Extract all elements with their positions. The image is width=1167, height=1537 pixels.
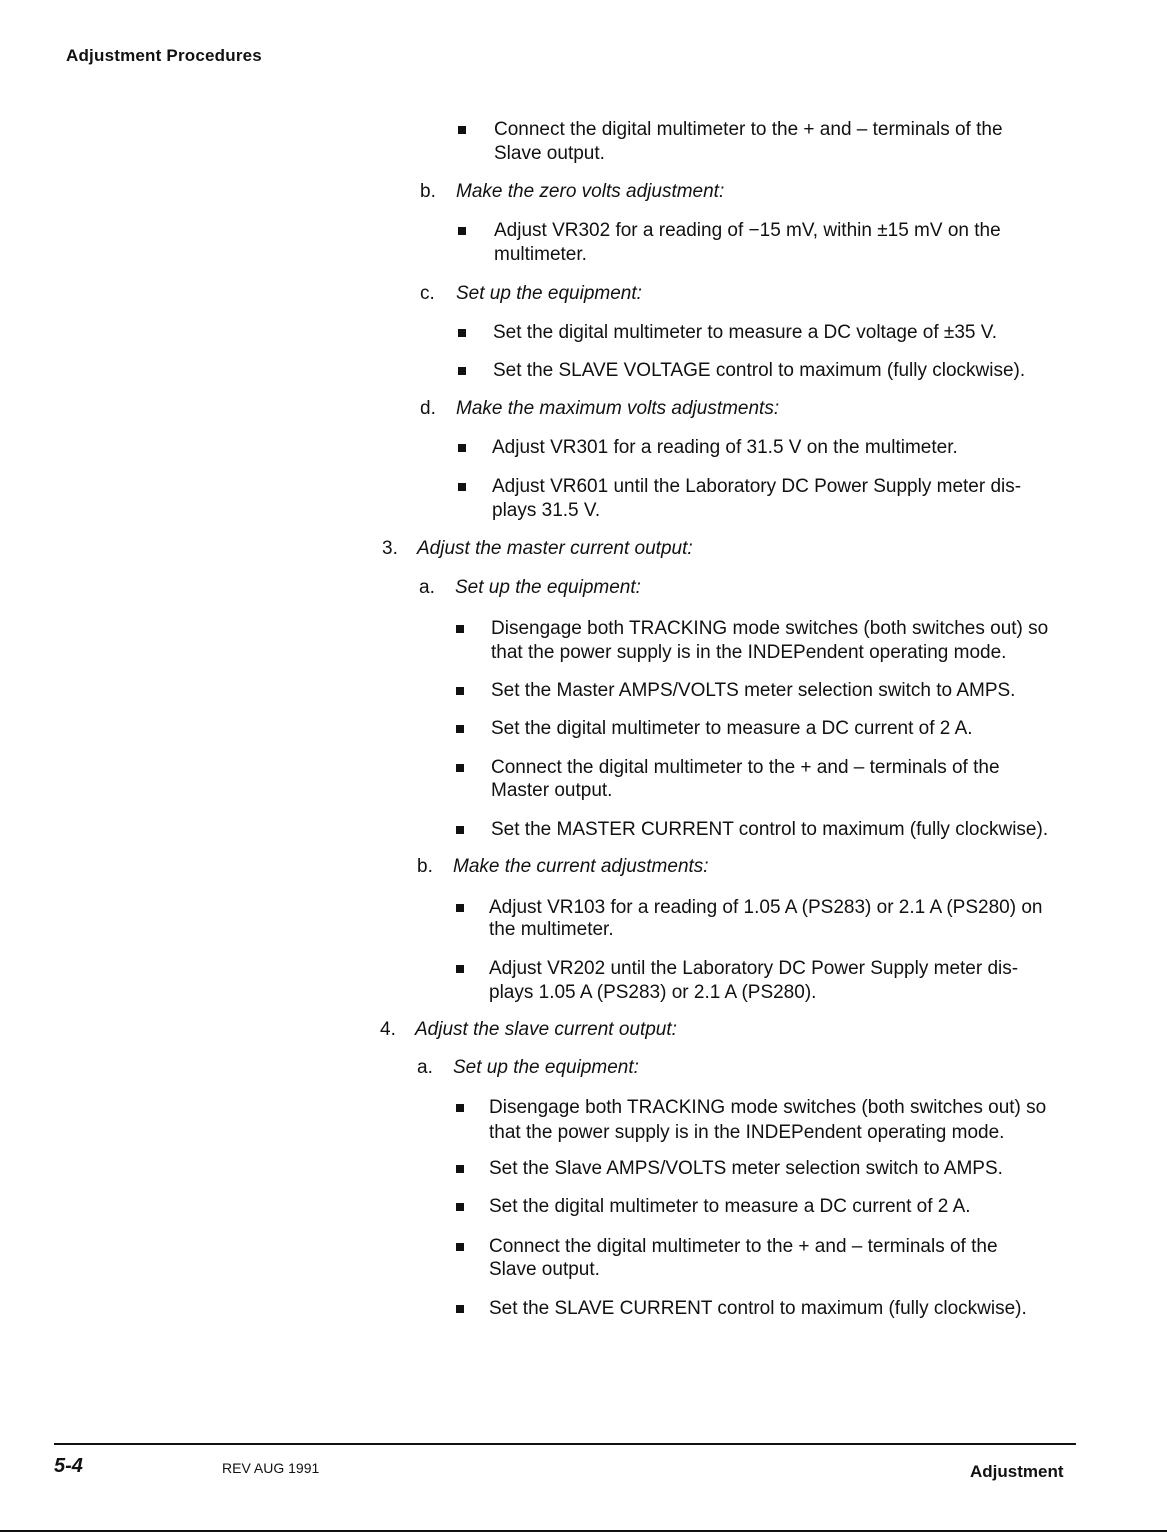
step-line: the multimeter. [489, 919, 614, 940]
step-line: Slave output. [489, 1259, 600, 1280]
bullet-icon [458, 444, 466, 452]
step-line: Set the digital multimeter to measure a DC current of 2 A. [489, 1196, 971, 1217]
step-line: Set the digital multimeter to measure a DC voltage of ±35 V. [493, 322, 997, 343]
sub-step-heading: Set up the equipment: [456, 283, 642, 304]
bullet-icon [456, 1203, 464, 1211]
step-line: Set the SLAVE CURRENT control to maximum (fully clockwise). [489, 1298, 1027, 1319]
step-line: Connect the digital multimeter to the + and – terminals of the [491, 757, 1000, 778]
bullet-icon [458, 227, 466, 235]
footer-divider [54, 1443, 1076, 1445]
step-line: Adjust VR601 until the Laboratory DC Power Supply meter dis- [492, 476, 1022, 497]
step-line: Disengage both TRACKING mode switches (both switches out) so [489, 1097, 1047, 1118]
step-number: 4. [380, 1019, 396, 1040]
step-line: Adjust VR202 until the Laboratory DC Power Supply meter dis- [489, 958, 1019, 979]
step-line: Set the MASTER CURRENT control to maximum (fully clockwise). [491, 819, 1049, 840]
sub-step-heading: Set up the equipment: [455, 577, 641, 598]
sub-step-label: a. [419, 577, 435, 598]
sub-step-heading: Make the current adjustments: [453, 856, 709, 877]
page-edge-divider [0, 1530, 1167, 1532]
step-line: Set the Slave AMPS/VOLTS meter selection switch to AMPS. [489, 1158, 1003, 1179]
step-line: Adjust VR301 for a reading of 31.5 V on the multimeter. [492, 437, 958, 458]
sub-step-label: a. [417, 1057, 433, 1078]
bullet-icon [456, 965, 464, 973]
step-line: plays 31.5 V. [492, 500, 601, 521]
bullet-icon [458, 329, 466, 337]
sub-step-label: b. [420, 181, 436, 202]
step-line: that the power supply is in the INDEPendent operating mode. [491, 642, 1007, 663]
step-heading: Adjust the slave current output: [415, 1019, 677, 1040]
step-line: Master output. [491, 780, 613, 801]
bullet-icon [456, 625, 464, 633]
step-line: that the power supply is in the INDEPendent operating mode. [489, 1122, 1005, 1143]
step-line: Disengage both TRACKING mode switches (both switches out) so [491, 618, 1049, 639]
chapter-title: Adjustment [970, 1462, 1064, 1481]
step-number: 3. [382, 538, 398, 559]
sub-step-heading: Make the maximum volts adjustments: [456, 398, 780, 419]
bullet-icon [458, 126, 466, 134]
step-line: plays 1.05 A (PS283) or 2.1 A (PS280). [489, 982, 817, 1003]
sub-step-heading: Make the zero volts adjustment: [456, 181, 725, 202]
step-line: Slave output. [494, 143, 605, 164]
step-line: Connect the digital multimeter to the + and – terminals of the [489, 1236, 998, 1257]
bullet-icon [456, 904, 464, 912]
section-header: Adjustment Procedures [66, 46, 262, 65]
bullet-icon [456, 687, 464, 695]
bullet-icon [456, 1104, 464, 1112]
step-line: Adjust VR302 for a reading of −15 mV, within ±15 mV on the [494, 220, 1001, 241]
step-heading: Adjust the master current output: [417, 538, 693, 559]
bullet-icon [456, 1305, 464, 1313]
bullet-icon [456, 764, 464, 772]
step-line: Set the digital multimeter to measure a DC current of 2 A. [491, 718, 973, 739]
sub-step-heading: Set up the equipment: [453, 1057, 639, 1078]
sub-step-label: c. [420, 283, 435, 304]
bullet-icon [456, 826, 464, 834]
page-number: 5-4 [54, 1455, 83, 1477]
revision-date: REV AUG 1991 [222, 1460, 320, 1476]
step-line: Set the Master AMPS/VOLTS meter selection switch to AMPS. [491, 680, 1016, 701]
bullet-icon [458, 483, 466, 491]
sub-step-label: d. [420, 398, 436, 419]
step-line: Connect the digital multimeter to the + and – terminals of the [494, 119, 1003, 140]
bullet-icon [458, 367, 466, 375]
bullet-icon [456, 1165, 464, 1173]
step-line: Adjust VR103 for a reading of 1.05 A (PS283) or 2.1 A (PS280) on [489, 897, 1043, 918]
sub-step-label: b. [417, 856, 433, 877]
bullet-icon [456, 725, 464, 733]
step-line: Set the SLAVE VOLTAGE control to maximum (fully clockwise). [493, 360, 1026, 381]
bullet-icon [456, 1243, 464, 1251]
step-line: multimeter. [494, 244, 587, 265]
